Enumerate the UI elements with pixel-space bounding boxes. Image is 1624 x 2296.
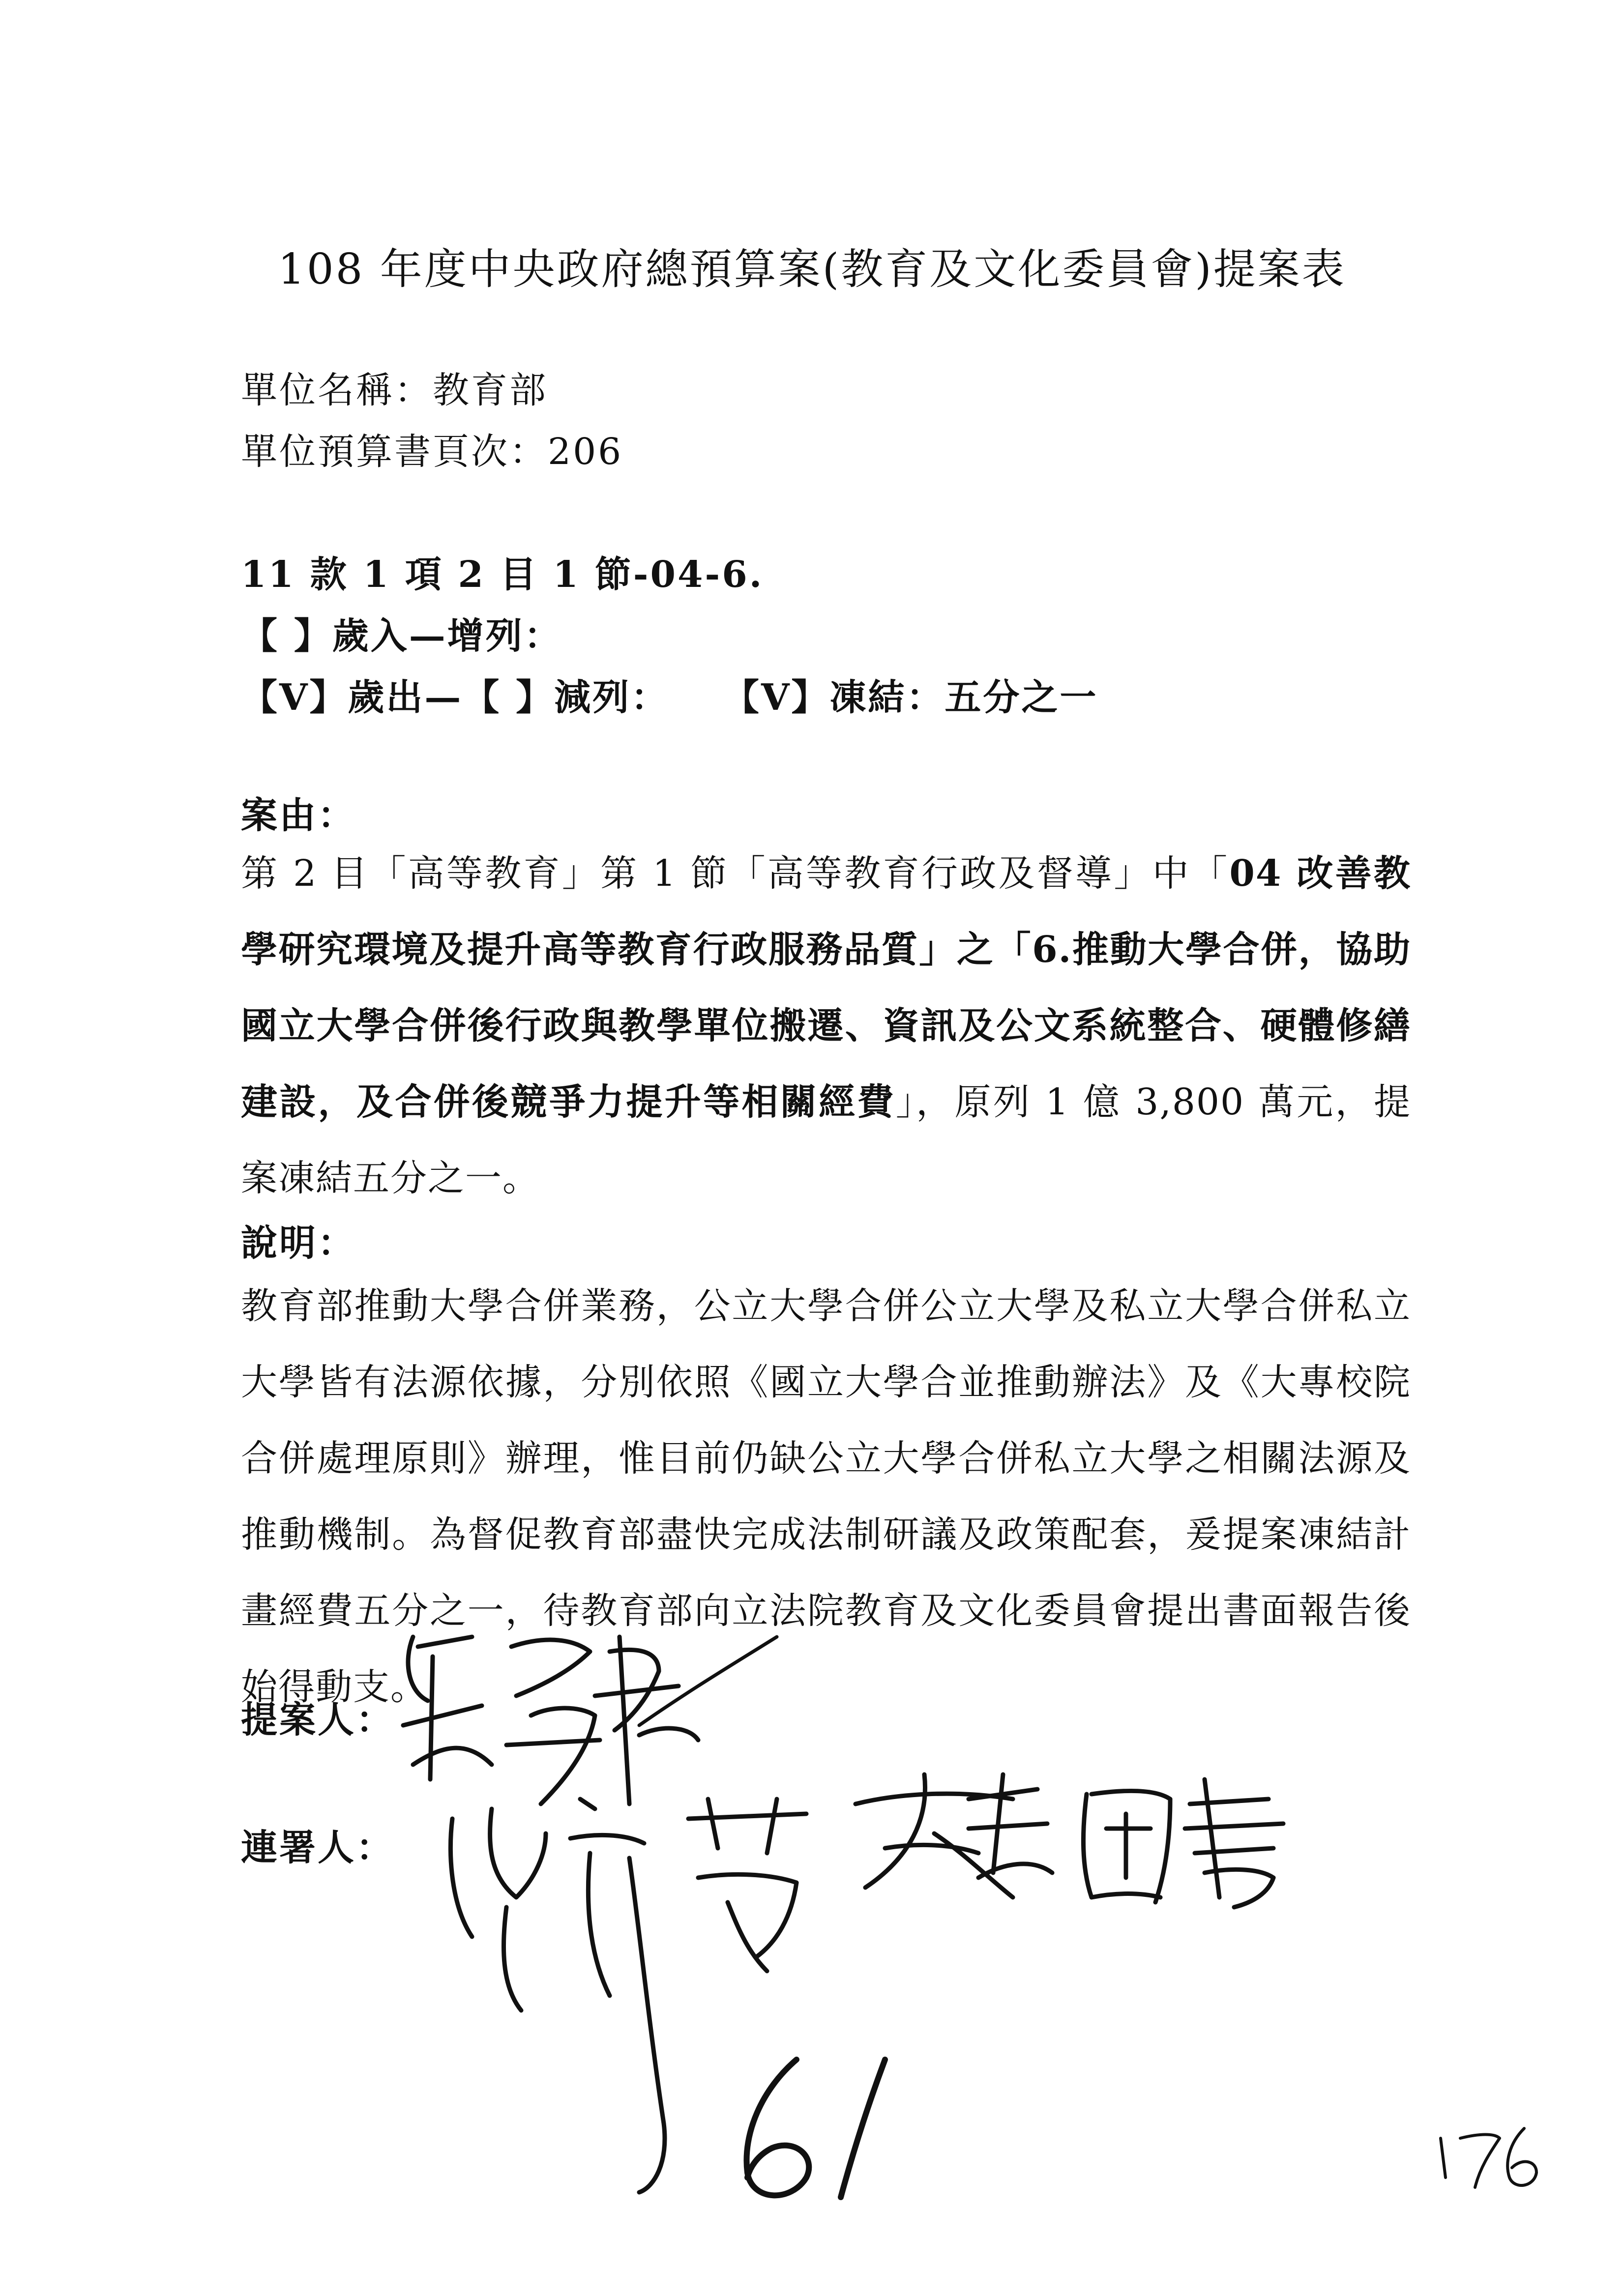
reason-paragraph (241, 836, 1411, 1217)
page-title: 108 年度中央政府總預算案(教育及文化委員會)提案表 (278, 245, 1346, 294)
freeze-line: 【V】凍結：五分之一 (723, 676, 1098, 719)
explanation-paragraph: 教育部推動大學合併業務，公立大學合併公立大學及私立大學合併私立大學皆有法源依據，分別依照《國立大學合並推動辦法》及《大專校院合併處理原則》辦理，惟目前仍缺公立大學合併私立大學之相關法源及推動機制。為督促教育部盡快完成法制研議及政策配套，爰提案凍結計畫經費五分之一，待教育部向立法院教育及文化委員會提出書面報告後始得動支。 (241, 1285, 1411, 1708)
unit-budget-page: 單位預算書頁次：206 (241, 431, 623, 473)
unit-name: 單位名稱：教育部 (241, 369, 548, 411)
handwritten-number-176 (1426, 2109, 1554, 2197)
proposer-label: 提案人： (241, 1699, 394, 1741)
reason-text-end: 」，原列 1 億 3,800 萬元，提案凍結五分之一。 (241, 1081, 1411, 1199)
item-code: 11 款 1 項 2 目 1 節-04-6. (241, 553, 764, 596)
revenue-line: 【 】歲入—增列： (241, 615, 562, 657)
handwritten-number-61 (723, 2050, 910, 2212)
cosigner-label: 連署人： (241, 1827, 394, 1869)
reason-heading: 案由： (241, 794, 356, 837)
reason-text-start: 第 2 目「高等教育」第 1 節「高等教育行政及督導」中「 (241, 852, 1230, 895)
cosigner-signature-3 (949, 1760, 1303, 1917)
explanation-heading: 說明： (241, 1222, 356, 1264)
reason-text-bold: 04 改善教學研究環境及提升高等教育行政服務品質」之「6.推動大學合併，協助國立大學合併後行政與教學單位搬遷、資訊及公文系統整合、硬體修繕建設，及合併後競爭力提升等相關經費 (241, 852, 1412, 1123)
expense-line: 【V】歲出—【 】減列： (241, 676, 670, 719)
